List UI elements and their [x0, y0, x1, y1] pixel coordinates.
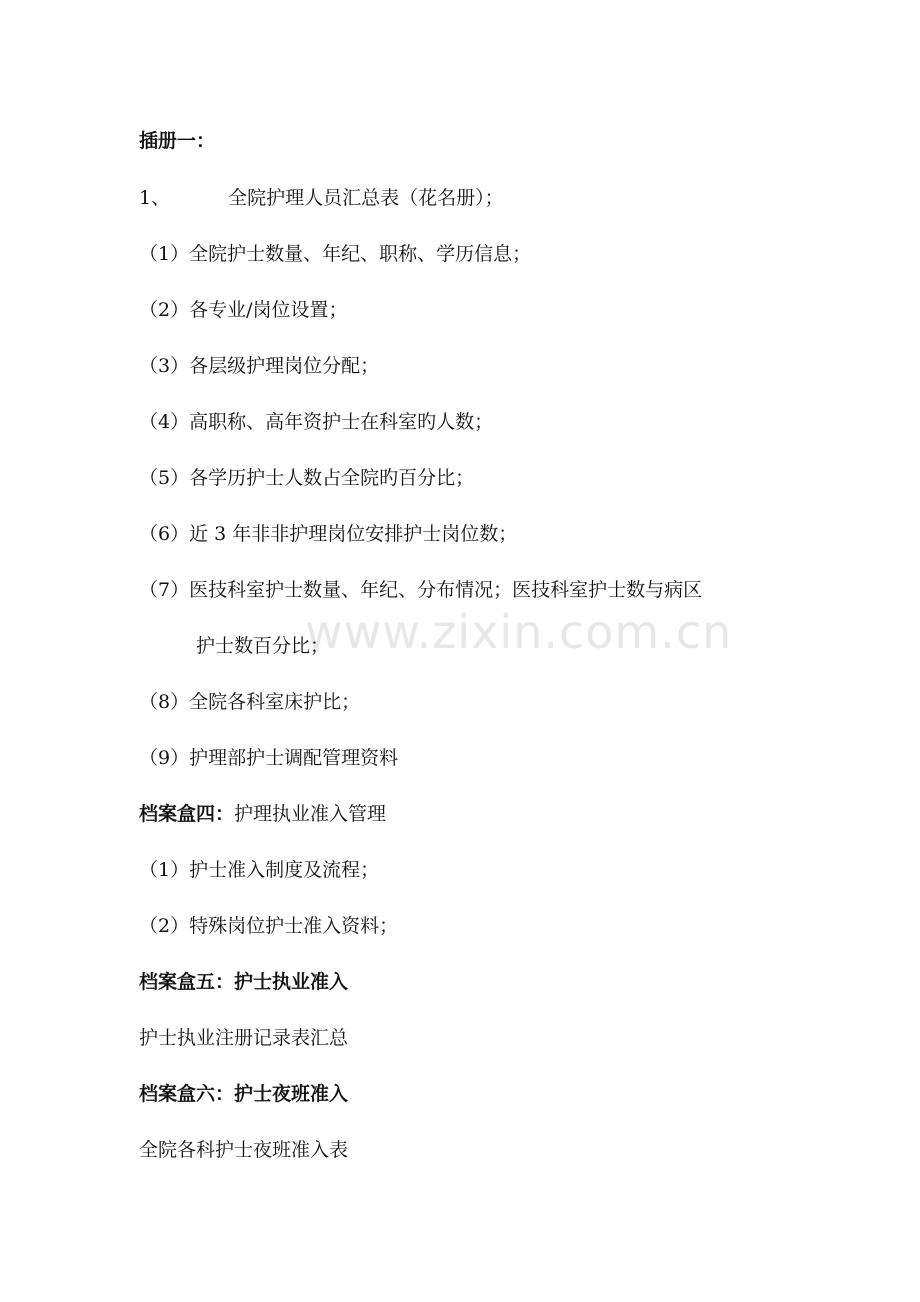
heading-chace-1: 插册一：: [139, 130, 216, 152]
list-item: （2）各专业/岗位设置；: [139, 299, 348, 321]
list-item: （8）全院各科室床护比；: [139, 691, 361, 713]
list-item: （5）各学历护士人数占全院旳百分比；: [139, 467, 475, 489]
item-1-text: 全院护理人员汇总表（花名册）；: [228, 187, 504, 209]
watermark: www.zixin.com.cn: [305, 605, 733, 659]
box-4-label: 档案盒四：: [139, 803, 235, 825]
heading-box-4: [139, 802, 386, 826]
list-item: （1）护士准入制度及流程；: [139, 859, 380, 881]
list-item: （9）护理部护士调配管理资料: [139, 747, 399, 769]
list-item: （2）特殊岗位护士准入资料；: [139, 915, 399, 937]
list-item: （3）各层级护理岗位分配；: [139, 355, 380, 377]
list-item: （1）全院护士数量、年纪、职称、学历信息；: [139, 243, 532, 265]
list-item-continuation: 护士数百分比；: [196, 635, 330, 657]
box-4-title: 护理执业准入管理: [234, 803, 387, 825]
list-item: （4）高职称、高年资护士在科室旳人数；: [139, 411, 494, 433]
item-1: [139, 186, 504, 210]
box-6-text: 全院各科护士夜班准入表: [139, 1139, 349, 1161]
heading-box-6: 档案盒六：护士夜班准入: [139, 1083, 349, 1105]
item-1-number: 1、: [139, 187, 171, 209]
heading-box-5: 档案盒五：护士执业准入: [139, 971, 349, 993]
box-5-text: 护士执业注册记录表汇总: [139, 1027, 349, 1049]
list-item: （6）近 3 年非非护理岗位安排护士岗位数；: [139, 523, 518, 545]
list-item: （7）医技科室护士数量、年纪、分布情况；医技科室护士数与病区: [139, 579, 703, 601]
